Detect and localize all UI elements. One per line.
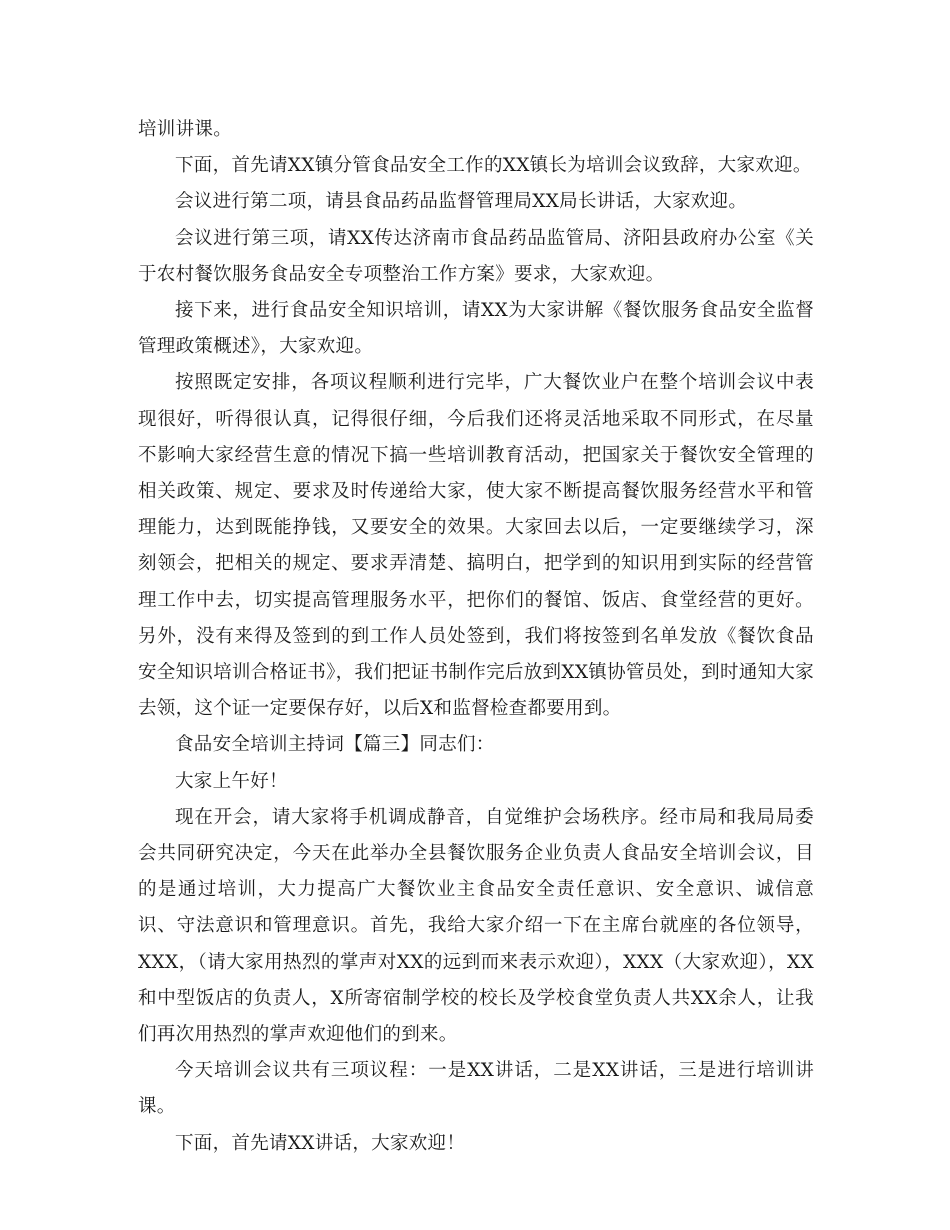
- paragraph-greeting: 大家上午好！: [175, 770, 288, 792]
- paragraph-opening-speech: 下面，首先请XX镇分管食品安全工作的XX镇长为培训会议致辞，大家欢迎。: [175, 155, 812, 177]
- paragraph-agenda-overview: 今天培训会议共有三项议程：一是XX讲话，二是XX讲话，三是进行培训讲课。: [138, 1060, 814, 1118]
- paragraph-agenda-item-3: 会议进行第三项，请XX传达济南市食品药品监管局、济阳县政府办公室《关于农村餐饮服务食品安全专项整治工作方案》要求，大家欢迎。: [138, 227, 814, 285]
- paragraph-meeting-opening: 现在开会，请大家将手机调成静音，自觉维护会场秩序。经市局和我局局委会共同研究决定，今天在此举办全县餐饮服务企业负责人食品安全培训会议，目的是通过培训，大力提高广大餐饮业主食品安全责任意识、安全意识、诚信意识、守法意识和管理意识。首先，我给大家介绍一下在主席台就座的各位领导，XXX，（请大家用热烈的掌声对XX的远到而来表示欢迎），XXX（大家欢迎），XX和中型饭店的负责人，X所寄宿制学校的校长及学校食堂负责人共XX余人，让我们再次用热烈的掌声欢迎他们的到来。: [138, 806, 814, 1046]
- paragraph-closing-remarks: 按照既定安排，各项议程顺利进行完毕，广大餐饮业户在整个培训会议中表现很好，听得很认真，记得很仔细，今后我们还将灵活地采取不同形式，在尽量不影响大家经营生意的情况下搞一些培训教育活动，把国家关于餐饮安全管理的相关政策、规定、要求及时传递给大家，使大家不断提高餐饮服务经营水平和管理能力，达到既能挣钱，又要安全的效果。大家回去以后，一定要继续学习，深刻领会，把相关的规定、要求弄清楚、搞明白，把学到的知识用到实际的经营管理工作中去，切实提高管理服务水平，把你们的餐馆、饭店、食堂经营的更好。另外，没有来得及签到的到工作人员处签到，我们将按签到名单发放《餐饮食品安全知识培训合格证书》，我们把证书制作完后放到XX镇协管员处，到时通知大家去领，这个证一定要保存好，以后X和监督检查都要用到。: [138, 372, 814, 720]
- paragraph-first-speaker: 下面，首先请XX讲话，大家欢迎！: [175, 1132, 466, 1154]
- paragraph-agenda-item-2: 会议进行第二项，请县食品药品监督管理局XX局长讲话，大家欢迎。: [175, 191, 748, 213]
- paragraph-continuation: 培训讲课。: [138, 119, 233, 140]
- paragraph-training-lecture: 接下来，进行食品安全知识培训，请XX为大家讲解《餐饮服务食品安全监督管理政策概述》，大家欢迎。: [138, 300, 814, 358]
- document-body: [138, 112, 814, 1162]
- paragraph-section-three-heading: 食品安全培训主持词【篇三】同志们：: [175, 734, 495, 756]
